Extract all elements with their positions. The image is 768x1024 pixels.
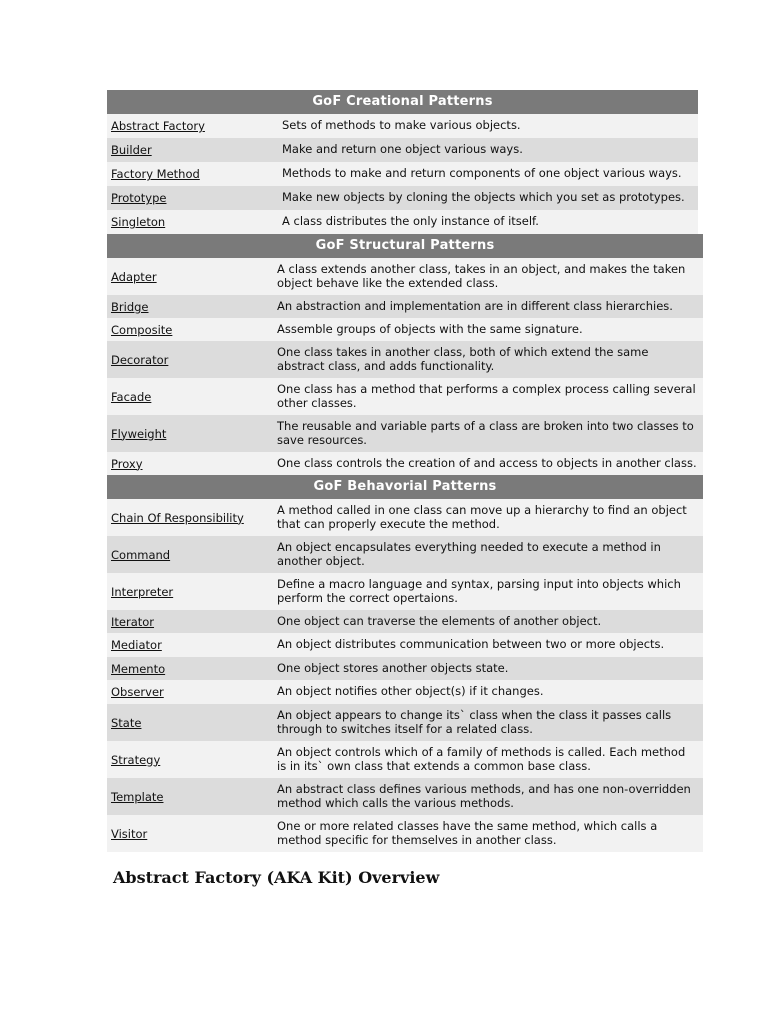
pattern-link[interactable]: State <box>111 715 142 730</box>
pattern-link[interactable]: Flyweight <box>111 426 167 441</box>
pattern-row <box>107 341 703 378</box>
pattern-description: One object can traverse the elements of another object. <box>277 613 602 628</box>
pattern-description: Sets of methods to make various objects. <box>282 118 521 133</box>
pattern-row <box>107 378 703 415</box>
pattern-description: Assemble groups of objects with the same signature. <box>277 321 583 336</box>
pattern-link[interactable]: Template <box>111 789 164 804</box>
pattern-description: An object distributes communication between two or more objects. <box>277 637 665 652</box>
pattern-row <box>107 452 703 475</box>
pattern-description: An abstract class defines various methods, and has one non-overridden method which calls the various methods. <box>277 782 691 810</box>
pattern-description: One class controls the creation of and access to objects in another class. <box>277 455 697 470</box>
pattern-row <box>107 633 703 657</box>
pattern-link[interactable]: Iterator <box>111 614 155 629</box>
pattern-description: One object stores another objects state. <box>277 660 509 675</box>
pattern-link[interactable]: Composite <box>111 322 173 337</box>
pattern-row <box>107 704 703 741</box>
pattern-description: An object appears to change its` class when the class it passes calls through to switches itself for a related class. <box>277 708 672 736</box>
pattern-link[interactable]: Builder <box>111 143 152 157</box>
pattern-link[interactable]: Memento <box>111 661 166 676</box>
pattern-link[interactable]: Mediator <box>111 638 162 652</box>
pattern-link[interactable]: Bridge <box>111 299 149 314</box>
section-header: GoF Structural Patterns <box>107 234 703 258</box>
pattern-link[interactable]: Interpreter <box>111 584 174 599</box>
pattern-link[interactable]: Decorator <box>111 352 169 367</box>
pattern-link[interactable]: Facade <box>111 389 152 404</box>
pattern-row <box>107 815 703 852</box>
pattern-link[interactable]: Command <box>111 547 171 562</box>
pattern-link[interactable]: Strategy <box>111 752 161 767</box>
pattern-link[interactable]: Factory Method <box>111 167 200 181</box>
pattern-link[interactable]: Adapter <box>111 269 157 284</box>
pattern-description: An abstraction and implementation are in different class hierarchies. <box>277 298 673 313</box>
pattern-description: Make and return one object various ways. <box>282 142 523 157</box>
pattern-description: An object encapsulates everything needed to execute a method in another object. <box>277 540 661 568</box>
pattern-description: One or more related classes have the same method, which calls a method specific for themselves in another class. <box>277 819 658 847</box>
pattern-description: Methods to make and return components of one object various ways. <box>282 166 682 181</box>
pattern-row <box>107 610 703 633</box>
pattern-description: An object controls which of a family of methods is called. Each method is in its` own class that extends a common base class. <box>277 745 686 773</box>
pattern-description: Make new objects by cloning the objects which you set as prototypes. <box>282 190 685 205</box>
pattern-row <box>107 680 703 704</box>
pattern-link[interactable]: Singleton <box>111 215 166 229</box>
pattern-description: One class has a method that performs a complex process calling several other classes. <box>277 382 696 410</box>
pattern-row <box>107 162 698 186</box>
section-header: GoF Creational Patterns <box>107 90 698 114</box>
pattern-link[interactable]: Chain Of Responsibility <box>111 510 244 525</box>
pattern-row <box>107 778 703 815</box>
overview-heading: Abstract Factory (AKA Kit) Overview <box>113 868 440 887</box>
pattern-row <box>107 499 703 536</box>
pattern-description: A class extends another class, takes in an object, and makes the taken object behave like the extended class. <box>277 262 686 290</box>
pattern-row <box>107 295 703 318</box>
pattern-row <box>107 415 703 452</box>
pattern-link[interactable]: Observer <box>111 685 164 699</box>
pattern-description: A method called in one class can move up a hierarchy to find an object that can properly execute the method. <box>277 503 687 531</box>
pattern-row <box>107 114 698 138</box>
pattern-description: An object notifies other object(s) if it changes. <box>277 684 544 699</box>
pattern-row <box>107 138 698 162</box>
pattern-description: Define a macro language and syntax, parsing input into objects which perform the correct opertaions. <box>277 577 681 605</box>
section-header: GoF Behavorial Patterns <box>107 475 703 499</box>
pattern-link[interactable]: Abstract Factory <box>111 119 205 133</box>
pattern-row <box>107 258 703 295</box>
pattern-row <box>107 573 703 610</box>
pattern-description: A class distributes the only instance of itself. <box>282 214 539 229</box>
pattern-row <box>107 318 703 341</box>
pattern-link[interactable]: Prototype <box>111 191 167 205</box>
pattern-description: The reusable and variable parts of a class are broken into two classes to save resources. <box>277 419 694 447</box>
pattern-link[interactable]: Visitor <box>111 826 148 841</box>
pattern-row <box>107 741 703 778</box>
pattern-row <box>107 657 703 680</box>
pattern-row <box>107 210 698 234</box>
pattern-row <box>107 536 703 573</box>
pattern-row <box>107 186 698 210</box>
pattern-description: One class takes in another class, both of which extend the same abstract class, and adds functionality. <box>277 345 649 373</box>
pattern-link[interactable]: Proxy <box>111 456 143 471</box>
